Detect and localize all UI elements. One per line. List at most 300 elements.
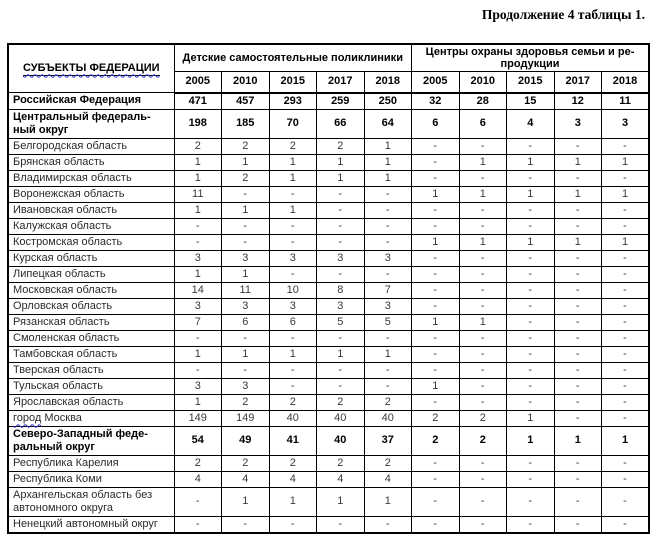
value-cell: 2 [364, 394, 412, 410]
region-name-cell: Ярославская область [8, 394, 174, 410]
value-cell: 1 [507, 426, 555, 455]
table-row [8, 202, 649, 218]
value-cell: - [459, 346, 507, 362]
value-cell: - [174, 487, 222, 516]
value-cell: - [554, 362, 602, 378]
value-cell: - [174, 516, 222, 533]
value-cell: - [554, 516, 602, 533]
value-cell: 1 [459, 234, 507, 250]
value-cell: 1 [602, 186, 650, 202]
value-cell: 2 [317, 394, 365, 410]
value-cell: 10 [269, 282, 317, 298]
value-cell: - [317, 330, 365, 346]
table-row [8, 455, 649, 471]
value-cell: - [507, 471, 555, 487]
year-header-cell: 2017 [317, 72, 365, 93]
value-cell: 6 [222, 314, 270, 330]
value-cell: 3 [174, 378, 222, 394]
value-cell: 2 [412, 410, 460, 426]
value-cell: 3 [222, 250, 270, 266]
value-cell: - [317, 378, 365, 394]
value-cell: 1 [412, 378, 460, 394]
statistics-table [7, 43, 650, 534]
value-cell: 14 [174, 282, 222, 298]
region-name-cell: Московская область [8, 282, 174, 298]
value-cell: - [554, 346, 602, 362]
group-header-polyclinics: Детские самостоятельные поликлиники [174, 44, 412, 72]
value-cell: 6 [412, 109, 460, 138]
region-name-cell: Тверская область [8, 362, 174, 378]
region-name-cell: Костромская область [8, 234, 174, 250]
value-cell: - [602, 516, 650, 533]
value-cell: - [222, 234, 270, 250]
value-cell: 1 [222, 266, 270, 282]
value-cell: - [554, 471, 602, 487]
value-cell: 4 [269, 471, 317, 487]
value-cell: - [507, 250, 555, 266]
table-row [8, 516, 649, 533]
value-cell: - [412, 516, 460, 533]
region-name-cell: Владимирская область [8, 170, 174, 186]
value-cell: 2 [459, 426, 507, 455]
value-cell: 2 [317, 138, 365, 154]
value-cell: - [459, 138, 507, 154]
value-cell: - [459, 471, 507, 487]
value-cell: 1 [269, 154, 317, 170]
value-cell: - [459, 170, 507, 186]
value-cell: 64 [364, 109, 412, 138]
value-cell: - [317, 218, 365, 234]
value-cell: 5 [317, 314, 365, 330]
value-cell: - [507, 266, 555, 282]
value-cell: 1 [317, 154, 365, 170]
table-row [8, 250, 649, 266]
value-cell: 2 [222, 170, 270, 186]
value-cell: 1 [554, 186, 602, 202]
value-cell: - [459, 202, 507, 218]
corner-header-label: СУБЪЕКТЫ ФЕДЕРАЦИИ [22, 61, 160, 74]
region-name-cell: Липецкая область [8, 266, 174, 282]
region-name-cell: Калужская область [8, 218, 174, 234]
value-cell: - [174, 330, 222, 346]
value-cell: - [602, 410, 650, 426]
value-cell: 1 [269, 346, 317, 362]
value-cell: - [269, 218, 317, 234]
value-cell: - [412, 455, 460, 471]
value-cell: - [412, 218, 460, 234]
table-row [8, 234, 649, 250]
value-cell: - [554, 394, 602, 410]
value-cell: - [459, 250, 507, 266]
value-cell: - [602, 138, 650, 154]
value-cell: 2 [269, 138, 317, 154]
value-cell: 198 [174, 109, 222, 138]
value-cell: 1 [459, 154, 507, 170]
value-cell: 7 [364, 282, 412, 298]
table-row [8, 154, 649, 170]
year-header-cell: 2005 [412, 72, 460, 93]
value-cell: 1 [317, 170, 365, 186]
value-cell: 2 [222, 138, 270, 154]
value-cell: 6 [459, 109, 507, 138]
year-header-cell: 2010 [222, 72, 270, 93]
region-name-cell: Архангельская область без автономного округа [8, 487, 174, 516]
value-cell: - [222, 362, 270, 378]
value-cell: 11 [174, 186, 222, 202]
value-cell: - [459, 362, 507, 378]
value-cell: - [507, 282, 555, 298]
region-name-cell: Ивановская область [8, 202, 174, 218]
value-cell: 149 [174, 410, 222, 426]
region-name-cell: Республика Коми [8, 471, 174, 487]
value-cell: 6 [269, 314, 317, 330]
value-cell: 2 [222, 455, 270, 471]
value-cell: - [222, 330, 270, 346]
value-cell: 4 [222, 471, 270, 487]
value-cell: 1 [507, 154, 555, 170]
table-row [8, 471, 649, 487]
value-cell: 1 [364, 170, 412, 186]
value-cell: 1 [412, 314, 460, 330]
value-cell: 3 [317, 298, 365, 314]
value-cell: - [412, 471, 460, 487]
value-cell: - [269, 362, 317, 378]
value-cell: 49 [222, 426, 270, 455]
region-name-cell: Воронежская область [8, 186, 174, 202]
region-name-cell: Тульская область [8, 378, 174, 394]
value-cell: - [412, 362, 460, 378]
value-cell: 3 [269, 250, 317, 266]
table-row [8, 394, 649, 410]
value-cell: - [554, 266, 602, 282]
table-body [8, 93, 649, 533]
table-row [8, 314, 649, 330]
value-cell: 1 [174, 394, 222, 410]
value-cell: 1 [174, 266, 222, 282]
value-cell: 1 [269, 487, 317, 516]
value-cell: - [554, 410, 602, 426]
table-header [8, 44, 649, 93]
value-cell: - [317, 186, 365, 202]
table-row [8, 138, 649, 154]
value-cell: 1 [459, 314, 507, 330]
value-cell: 3 [554, 109, 602, 138]
value-cell: - [554, 378, 602, 394]
value-cell: - [412, 138, 460, 154]
group-header-centers: Центры охраны здоровья семьи и ре- продукции [412, 44, 650, 72]
value-cell: 250 [364, 93, 412, 110]
value-cell: - [364, 234, 412, 250]
table-row [8, 186, 649, 202]
value-cell: - [554, 138, 602, 154]
value-cell: 41 [269, 426, 317, 455]
value-cell: - [222, 516, 270, 533]
region-name-cell: Белгородская область [8, 138, 174, 154]
value-cell: - [412, 202, 460, 218]
value-cell: 1 [222, 487, 270, 516]
value-cell: 3 [174, 250, 222, 266]
value-cell: - [174, 218, 222, 234]
value-cell: - [364, 362, 412, 378]
table-row [8, 298, 649, 314]
value-cell: 1 [222, 202, 270, 218]
value-cell: 2 [459, 410, 507, 426]
value-cell: - [317, 266, 365, 282]
value-cell: 1 [269, 170, 317, 186]
value-cell: 1 [507, 186, 555, 202]
table-row [8, 282, 649, 298]
value-cell: - [602, 282, 650, 298]
value-cell: - [317, 202, 365, 218]
table-row [8, 410, 649, 426]
value-cell: 1 [174, 170, 222, 186]
value-cell: 185 [222, 109, 270, 138]
table-row [8, 93, 649, 110]
value-cell: - [459, 378, 507, 394]
table-row [8, 266, 649, 282]
value-cell: 32 [412, 93, 460, 110]
region-name-cell: Российская Федерация [8, 93, 174, 110]
value-cell: 293 [269, 93, 317, 110]
year-header-cell: 2010 [459, 72, 507, 93]
group-header-row [8, 44, 649, 72]
region-name-cell: Северо-Западный феде- ральный округ [8, 426, 174, 455]
value-cell: - [269, 234, 317, 250]
value-cell: - [507, 378, 555, 394]
value-cell: 1 [602, 154, 650, 170]
value-cell: - [364, 516, 412, 533]
value-cell: - [459, 516, 507, 533]
value-cell: 3 [222, 298, 270, 314]
value-cell: 149 [222, 410, 270, 426]
value-cell: - [554, 170, 602, 186]
value-cell: - [317, 234, 365, 250]
value-cell: - [602, 218, 650, 234]
value-cell: 1 [554, 426, 602, 455]
value-cell: 1 [412, 186, 460, 202]
value-cell: 1 [554, 234, 602, 250]
value-cell: - [269, 378, 317, 394]
value-cell: 1 [174, 154, 222, 170]
value-cell: 3 [174, 298, 222, 314]
value-cell: - [269, 266, 317, 282]
value-cell: - [602, 362, 650, 378]
value-cell: 1 [364, 487, 412, 516]
value-cell: 1 [174, 202, 222, 218]
value-cell: - [554, 330, 602, 346]
value-cell: - [507, 455, 555, 471]
value-cell: - [554, 298, 602, 314]
year-header-cell: 2018 [364, 72, 412, 93]
year-header-cell: 2015 [507, 72, 555, 93]
value-cell: 1 [507, 410, 555, 426]
value-cell: - [507, 170, 555, 186]
value-cell: 1 [602, 426, 650, 455]
year-header-cell: 2018 [602, 72, 650, 93]
value-cell: - [554, 282, 602, 298]
value-cell: - [459, 298, 507, 314]
value-cell: 3 [269, 298, 317, 314]
table-row [8, 330, 649, 346]
value-cell: 11 [602, 93, 650, 110]
value-cell: - [459, 487, 507, 516]
region-name-cell: Брянская область [8, 154, 174, 170]
value-cell: - [412, 282, 460, 298]
value-cell: 1 [364, 154, 412, 170]
value-cell: - [412, 346, 460, 362]
region-name-cell: Орловская область [8, 298, 174, 314]
value-cell: - [507, 330, 555, 346]
spellcheck-underlined-word: город [13, 411, 42, 424]
value-cell: 5 [364, 314, 412, 330]
value-cell: 1 [222, 346, 270, 362]
value-cell: - [412, 330, 460, 346]
page-title: Продолжение 4 таблицы 1. [481, 7, 645, 22]
value-cell: - [222, 218, 270, 234]
value-cell: - [412, 170, 460, 186]
value-cell: - [554, 250, 602, 266]
value-cell: - [602, 378, 650, 394]
value-cell: 28 [459, 93, 507, 110]
year-header-cell: 2017 [554, 72, 602, 93]
value-cell: - [507, 298, 555, 314]
value-cell: - [554, 218, 602, 234]
value-cell: 3 [364, 298, 412, 314]
value-cell: 40 [317, 410, 365, 426]
region-name-cell: Рязанская область [8, 314, 174, 330]
value-cell: - [459, 455, 507, 471]
value-cell: 259 [317, 93, 365, 110]
region-name-cell: Тамбовская область [8, 346, 174, 362]
value-cell: - [602, 346, 650, 362]
value-cell: - [554, 202, 602, 218]
value-cell: 4 [364, 471, 412, 487]
value-cell: - [459, 218, 507, 234]
table-row [8, 218, 649, 234]
table-row [8, 170, 649, 186]
value-cell: 40 [364, 410, 412, 426]
table-row [8, 109, 649, 138]
value-cell: - [412, 154, 460, 170]
value-cell: - [507, 394, 555, 410]
value-cell: 4 [507, 109, 555, 138]
value-cell: - [554, 455, 602, 471]
value-cell: - [507, 138, 555, 154]
value-cell: - [507, 362, 555, 378]
value-cell: 66 [317, 109, 365, 138]
table-row [8, 346, 649, 362]
value-cell: 471 [174, 93, 222, 110]
table-row [8, 426, 649, 455]
value-cell: - [602, 471, 650, 487]
value-cell: 2 [412, 426, 460, 455]
value-cell: - [602, 202, 650, 218]
value-cell: - [317, 516, 365, 533]
value-cell: 457 [222, 93, 270, 110]
value-cell: - [602, 250, 650, 266]
value-cell: 1 [602, 234, 650, 250]
value-cell: 1 [317, 487, 365, 516]
value-cell: - [364, 330, 412, 346]
value-cell: - [602, 330, 650, 346]
region-name-cell: Центральный федераль- ный округ [8, 109, 174, 138]
value-cell: 1 [554, 154, 602, 170]
value-cell: 15 [507, 93, 555, 110]
value-cell: 1 [459, 186, 507, 202]
value-cell: - [602, 455, 650, 471]
value-cell: - [364, 266, 412, 282]
value-cell: 1 [222, 154, 270, 170]
value-cell: 1 [317, 346, 365, 362]
value-cell: 4 [174, 471, 222, 487]
value-cell: 1 [364, 346, 412, 362]
value-cell: 54 [174, 426, 222, 455]
region-name-cell: город Москва [8, 410, 174, 426]
value-cell: - [412, 250, 460, 266]
value-cell: - [459, 282, 507, 298]
value-cell: 3 [317, 250, 365, 266]
value-cell: - [364, 218, 412, 234]
value-cell: - [364, 186, 412, 202]
value-cell: 1 [174, 346, 222, 362]
value-cell: - [459, 394, 507, 410]
year-header-cell: 2015 [269, 72, 317, 93]
value-cell: 8 [317, 282, 365, 298]
value-cell: 1 [269, 202, 317, 218]
value-cell: - [269, 330, 317, 346]
value-cell: 2 [317, 455, 365, 471]
value-cell: 2 [174, 138, 222, 154]
value-cell: - [602, 394, 650, 410]
value-cell: - [269, 186, 317, 202]
value-cell: - [412, 394, 460, 410]
value-cell: - [364, 202, 412, 218]
value-cell: 37 [364, 426, 412, 455]
value-cell: - [507, 314, 555, 330]
region-name-cell: Смоленская область [8, 330, 174, 346]
value-cell: 2 [174, 455, 222, 471]
value-cell: 70 [269, 109, 317, 138]
value-cell: 3 [364, 250, 412, 266]
value-cell: 2 [222, 394, 270, 410]
value-cell: - [507, 487, 555, 516]
value-cell: 1 [412, 234, 460, 250]
value-cell: - [602, 314, 650, 330]
value-cell: 1 [507, 234, 555, 250]
year-header-cell: 2005 [174, 72, 222, 93]
value-cell: 7 [174, 314, 222, 330]
value-cell: - [602, 298, 650, 314]
value-cell: - [554, 487, 602, 516]
value-cell: - [602, 266, 650, 282]
value-cell: - [269, 516, 317, 533]
value-cell: 11 [222, 282, 270, 298]
value-cell: - [412, 266, 460, 282]
value-cell: - [554, 314, 602, 330]
value-cell: 2 [269, 394, 317, 410]
value-cell: - [507, 218, 555, 234]
value-cell: - [412, 298, 460, 314]
value-cell: 4 [317, 471, 365, 487]
value-cell: 12 [554, 93, 602, 110]
value-cell: 2 [269, 455, 317, 471]
value-cell: 3 [602, 109, 650, 138]
value-cell: - [507, 346, 555, 362]
value-cell: 40 [317, 426, 365, 455]
corner-header-cell [8, 44, 174, 93]
value-cell: - [317, 362, 365, 378]
region-name-cell: Республика Карелия [8, 455, 174, 471]
